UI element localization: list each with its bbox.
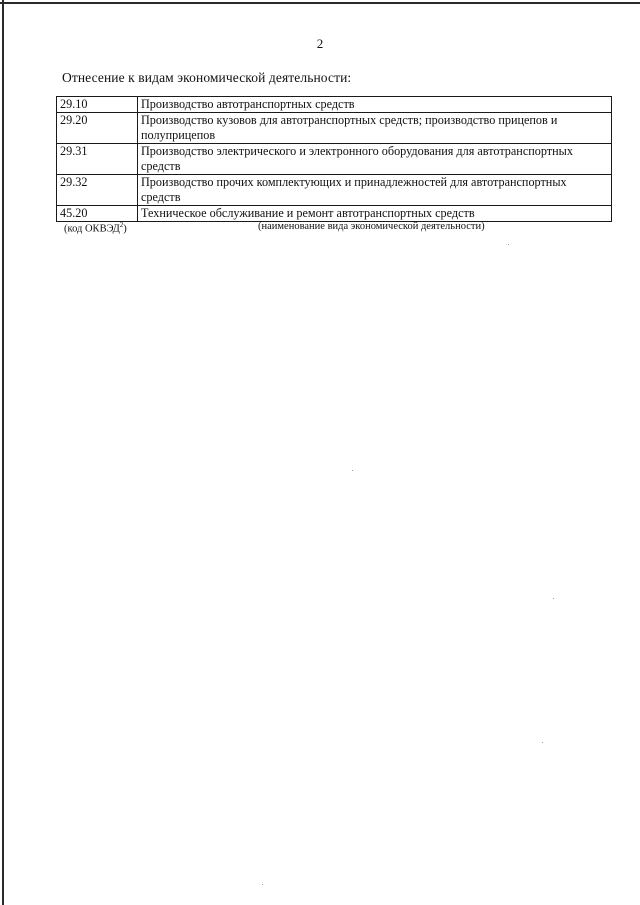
scan-speck xyxy=(553,598,554,599)
table-row xyxy=(57,113,612,144)
footnote-marker: 2 xyxy=(119,221,124,229)
table-row xyxy=(57,175,612,206)
scan-speck xyxy=(542,742,543,743)
activity-code: 29.10 xyxy=(57,97,138,113)
table-row xyxy=(57,97,612,113)
scan-speck xyxy=(508,244,509,245)
activity-name: Техническое обслуживание и ремонт автотранспортных средств xyxy=(138,206,612,222)
section-heading: Отнесение к видам экономической деятельности: xyxy=(62,70,352,85)
code-caption-suffix: ) xyxy=(123,223,127,235)
activity-code: 29.32 xyxy=(57,175,138,206)
table-row xyxy=(57,206,612,222)
activity-name: Производство прочих комплектующих и принадлежностей для автотранспортных средств xyxy=(138,175,612,206)
code-caption xyxy=(64,221,127,235)
activity-code: 45.20 xyxy=(57,206,138,222)
activity-name: Производство электрического и электронного оборудования для автотранспортных средств xyxy=(138,144,612,175)
scan-speck xyxy=(352,470,353,471)
scan-speck xyxy=(262,884,263,885)
page-number: 2 xyxy=(316,36,324,51)
activity-name: Производство кузовов для автотранспортных средств; производство прицепов и полуприцепов xyxy=(138,113,612,144)
page-border-top xyxy=(0,2,640,4)
code-caption-label: (код ОКВЭД xyxy=(64,223,120,235)
table-row xyxy=(57,144,612,175)
activity-name: Производство автотранспортных средств xyxy=(138,97,612,113)
activities-table xyxy=(56,96,612,222)
page-border-left xyxy=(2,0,4,905)
name-caption: (наименование вида экономической деятельности) xyxy=(258,221,485,232)
activity-code: 29.31 xyxy=(57,144,138,175)
activity-code: 29.20 xyxy=(57,113,138,144)
